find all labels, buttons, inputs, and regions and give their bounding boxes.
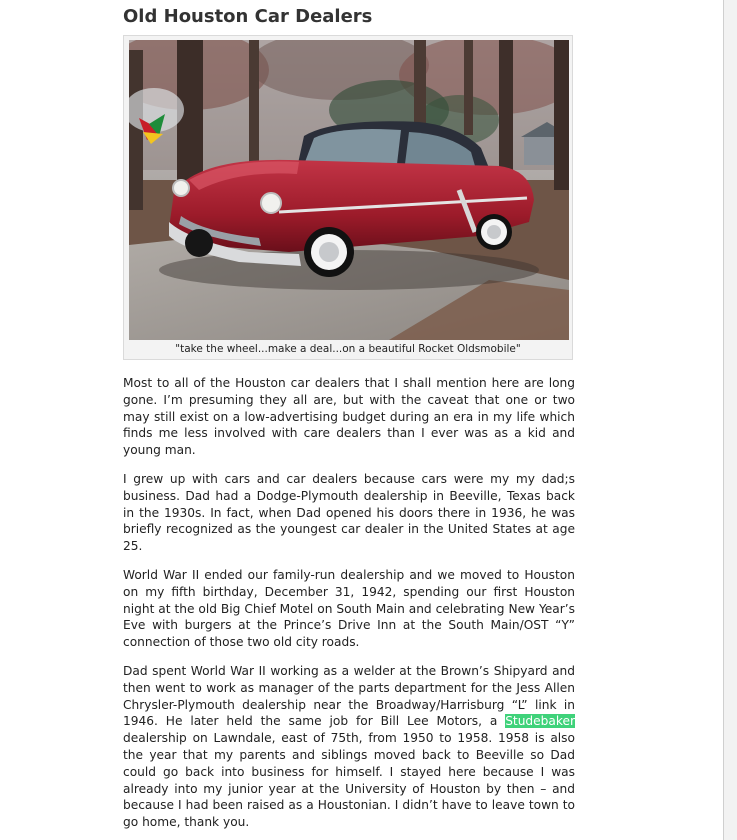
article: [123, 0, 575, 831]
window-right-edge: [723, 0, 737, 840]
article-title: Old Houston Car Dealers: [123, 6, 373, 27]
article-figure: [123, 35, 573, 360]
figure-caption: "take the wheel...make a deal...on a beautiful Rocket Oldsmobile": [175, 343, 521, 355]
paragraph-4-text-before: Dad spent World War II working as a welder at the Brown’s Shipyard and then went to work as manager of the parts department for the Jess Allen Chrysler-Plymouth dealership near the Broadway/Harrisburg “L” link in 1946. He later held the same job for Bill Lee Motors, a: [123, 663, 575, 729]
paragraph-2: I grew up with cars and car dealers because cars were my my dad;s business. Dad had a Dodge-Plymouth dealership in Beeville, Texas back in the 1930s. In fact, when Dad opened his doors there in 1936, he was briefly recognized as the youngest car dealer in the United States at age 25.: [123, 471, 575, 554]
paragraph-4: [123, 663, 575, 831]
paragraph-3: World War II ended our family-run dealership and we moved to Houston on my fifth birthday, December 31, 1942, spending our first Houston night at the old Big Chief Motel on South Main and celebrating New Year’s Eve with burgers at the Prince’s Drive Inn at the South Main/OST “Y” connection of those two old city roads.: [123, 567, 575, 650]
paragraph-4-text-after: dealership on Lawndale, east of 75th, from 1950 to 1958. 1958 is also the year that my parents and siblings moved back to Beeville so Dad could go back into business for himself. I stayed here because I was already into my junior year at the University of Houston by then – and because I had been raised as a Houstonian. I didn’t have to leave town to go home, thank you.: [123, 731, 575, 830]
paragraph-1: Most to all of the Houston car dealers that I shall mention here are long gone. I’m presuming they all are, but with the caveat that one or two may still exist on a low-advertising budget during an era in my life which finds me less involved with care dealers than I ever was as a kid and young man.: [123, 376, 575, 458]
car-photo: [129, 40, 569, 340]
studebaker-highlight: Studebaker: [505, 714, 575, 729]
